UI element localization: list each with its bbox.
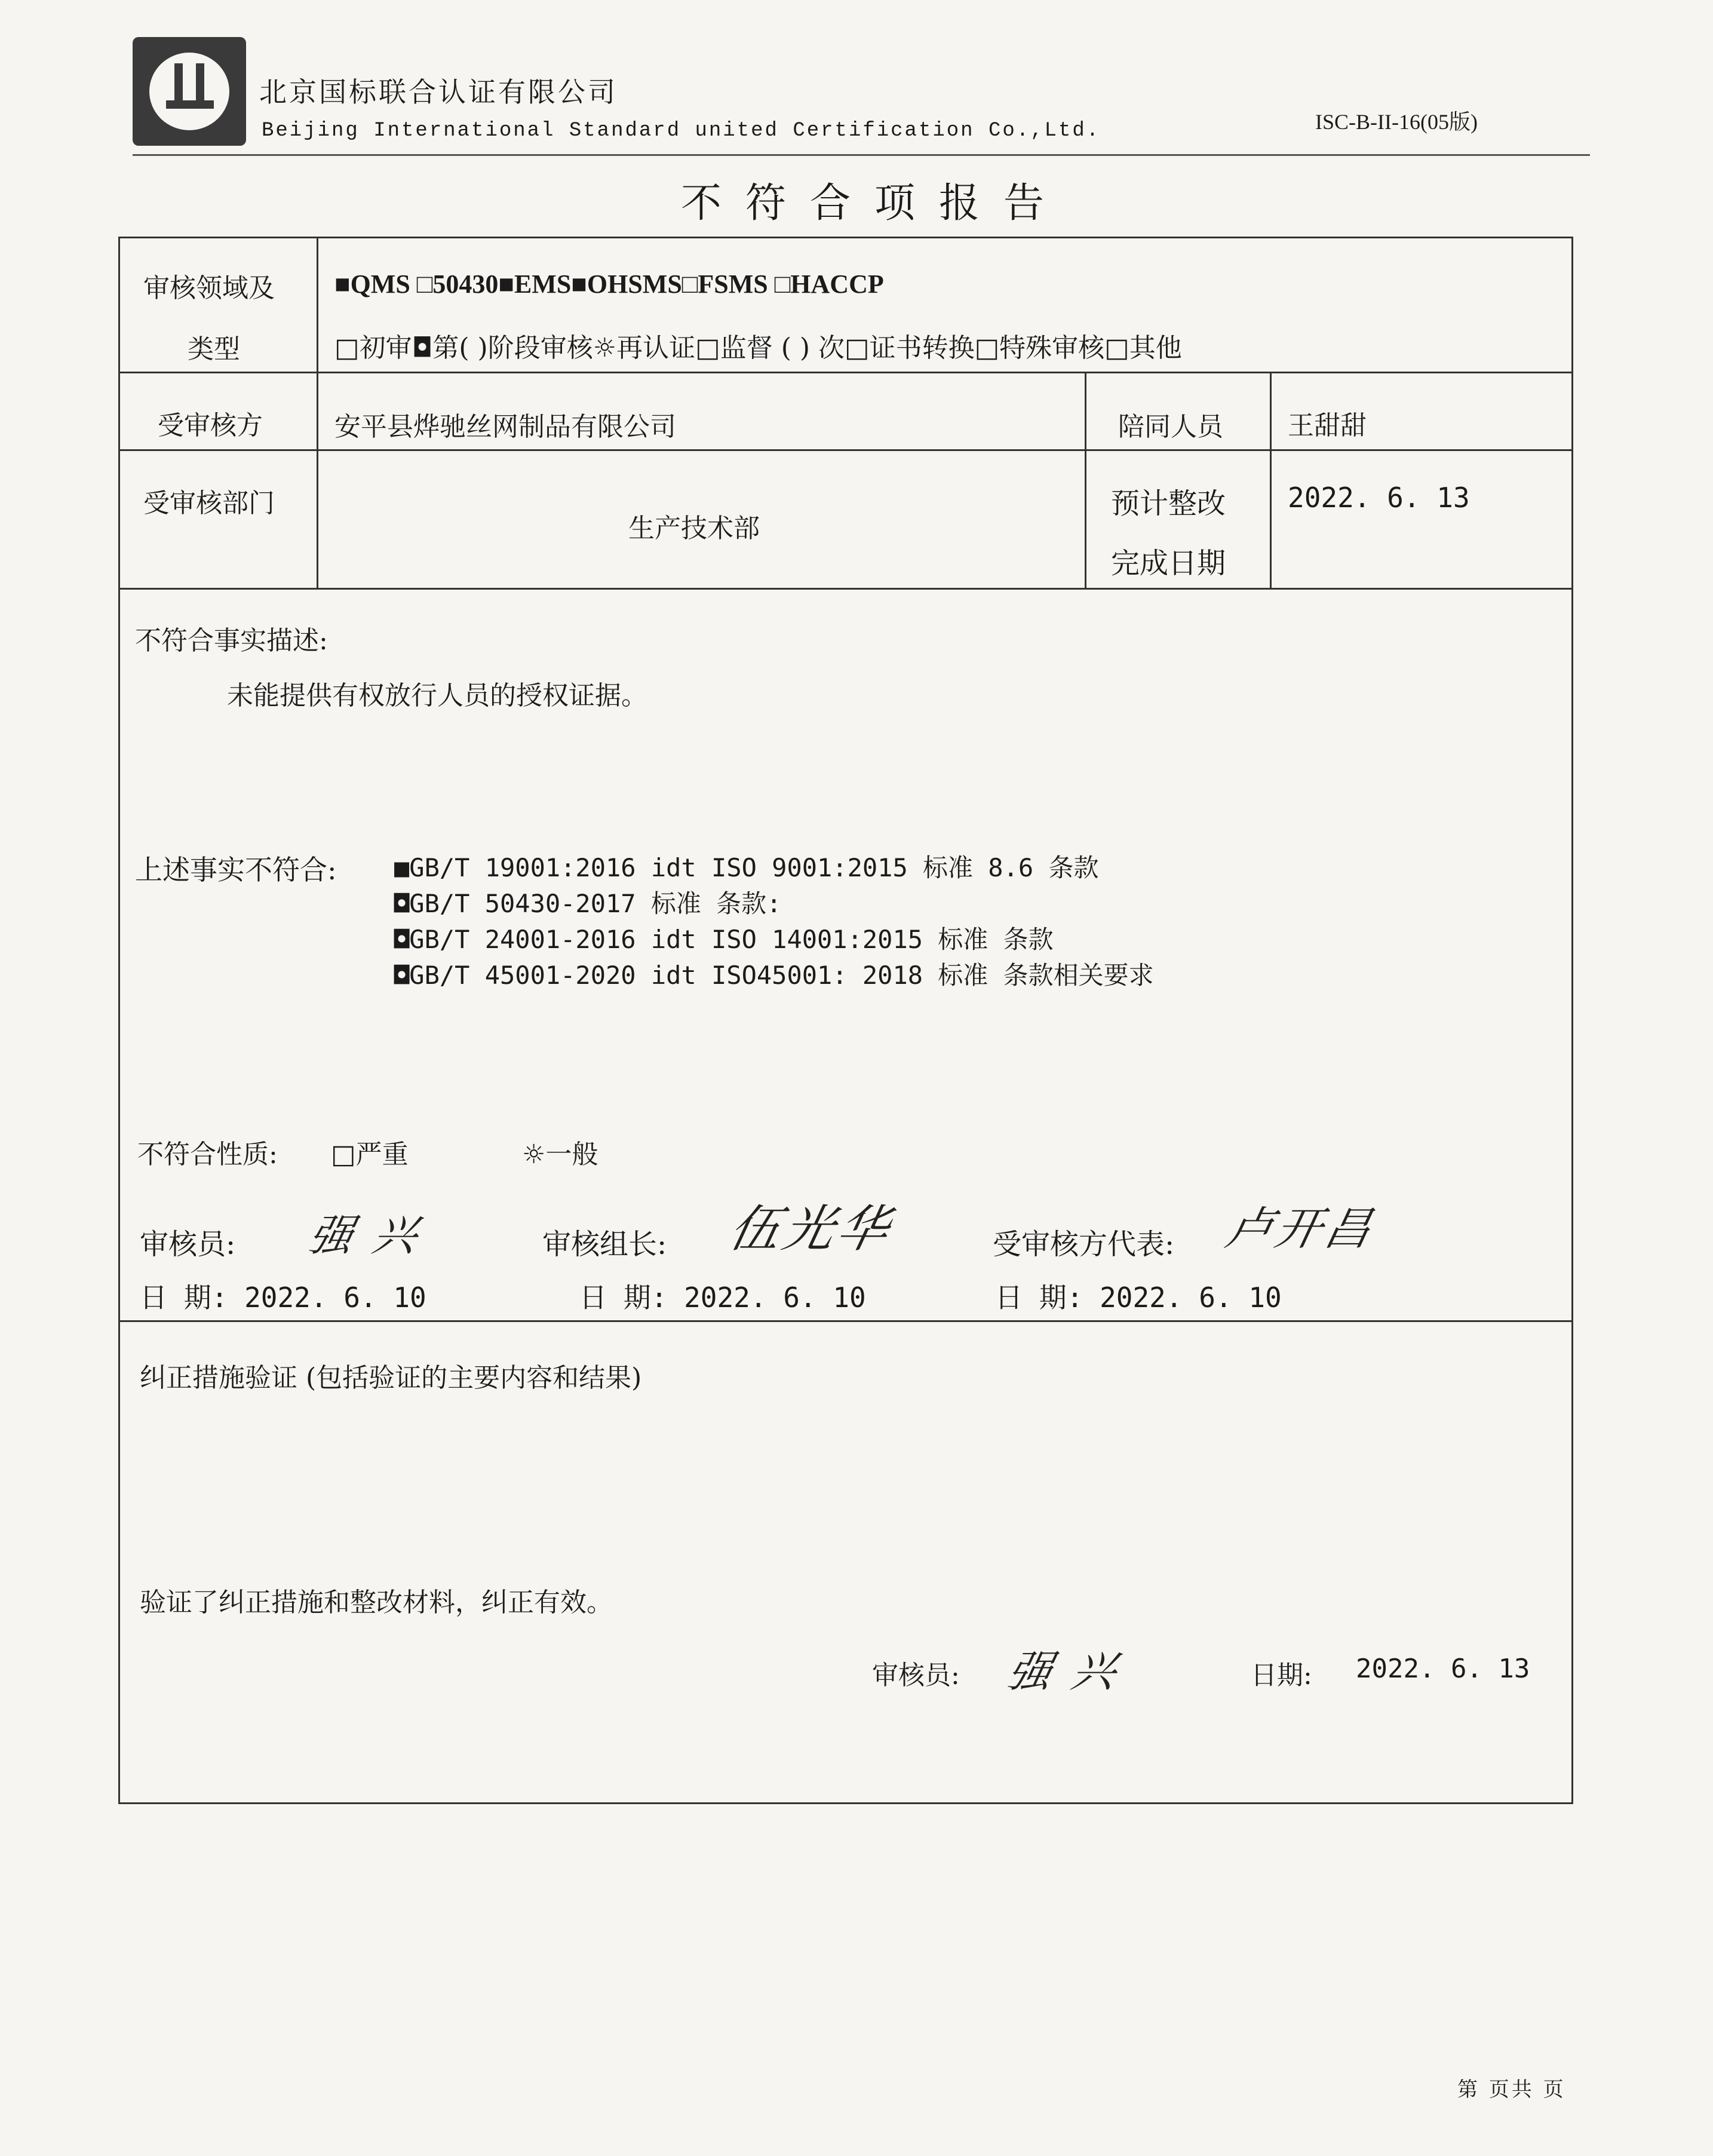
verifier-signature: 强 兴 (1003, 1646, 1125, 1697)
leader-signature: 伍光华 (724, 1200, 898, 1258)
due-date-label-2: 完成日期 (1111, 547, 1226, 580)
verification-result: 验证了纠正措施和整改材料，纠正有效。 (140, 1587, 613, 1618)
row-divider (118, 588, 1573, 590)
header-divider (133, 154, 1590, 156)
nature-general-checkbox: ☼一般 (522, 1139, 598, 1170)
column-divider (1270, 372, 1272, 589)
clause-item: ◘GB/T 45001-2020 idt ISO45001: 2018 标准 条款相关要求 (394, 961, 1154, 990)
document-title: 不符合项报告 (681, 180, 1069, 227)
page-number: 第 页共 页 (1457, 2078, 1566, 2102)
representative-date: 日 期: 2022. 6. 10 (995, 1281, 1282, 1314)
verification-label: 纠正措施验证 (包括验证的主要内容和结果) (140, 1363, 642, 1393)
companion-label: 陪同人员 (1118, 412, 1223, 442)
verifier-label: 审核员: (872, 1660, 960, 1691)
representative-label: 受审核方代表: (993, 1228, 1175, 1261)
nature-serious-checkbox: □严重 (331, 1139, 409, 1170)
column-divider (317, 237, 318, 589)
clause-item: ◘GB/T 24001-2016 idt ISO 14001:2015 标准 条款 (394, 925, 1054, 954)
logo-stroke (166, 100, 214, 109)
audit-types: □初审◘第( )阶段审核☼再认证□监督 ( ) 次□证书转换□特殊审核□其他 (334, 333, 1182, 363)
management-systems: ■QMS □50430■EMS■OHSMS□FSMS □HACCP (334, 269, 884, 299)
clauses-label: 上述事实不符合: (135, 854, 337, 886)
logo-circle (149, 53, 229, 130)
auditor-date: 日 期: 2022. 6. 10 (140, 1281, 426, 1314)
due-date-label: 预计整改 (1111, 487, 1226, 520)
nature-label: 不符合性质: (137, 1139, 278, 1170)
scope-label-2: 类型 (188, 334, 240, 364)
leader-label: 审核组长: (542, 1228, 667, 1261)
leader-date: 日 期: 2022. 6. 10 (579, 1281, 866, 1314)
company-name-cn: 北京国标联合认证有限公司 (259, 76, 618, 108)
column-divider (1085, 372, 1086, 589)
scope-label: 审核领域及 (143, 273, 275, 303)
auditee-name: 安平县烨驰丝网制品有限公司 (334, 412, 676, 442)
verification-date: 2022. 6. 13 (1356, 1654, 1530, 1684)
clause-item: ■GB/T 19001:2016 idt ISO 9001:2015 标准 8.6 条款 (394, 853, 1099, 882)
due-date-value: 2022. 6. 13 (1288, 482, 1470, 514)
row-divider (118, 449, 1573, 451)
logo-stroke (174, 63, 183, 105)
auditor-signature: 强 兴 (304, 1210, 426, 1261)
logo-stroke (196, 63, 204, 105)
description-label: 不符合事实描述: (135, 625, 328, 656)
auditor-label: 审核员: (140, 1228, 236, 1261)
department-name: 生产技术部 (628, 513, 760, 544)
clause-item: ◘GB/T 50430-2017 标准 条款: (394, 889, 782, 918)
verification-date-label: 日期: (1251, 1660, 1312, 1691)
description-text: 未能提供有权放行人员的授权证据。 (227, 680, 647, 711)
department-label: 受审核部门 (143, 488, 275, 519)
row-divider (118, 1320, 1573, 1322)
company-logo (133, 37, 246, 146)
row-divider (118, 372, 1573, 373)
company-name-en: Beijing International Standard united Certification Co.,Ltd. (262, 119, 1101, 142)
representative-signature: 卢开昌 (1221, 1202, 1380, 1255)
report-form (118, 237, 1573, 1804)
form-code: ISC-B-II-16(05版) (1315, 110, 1478, 134)
companion-name: 王甜甜 (1288, 410, 1367, 441)
auditee-label: 受审核方 (158, 410, 263, 441)
